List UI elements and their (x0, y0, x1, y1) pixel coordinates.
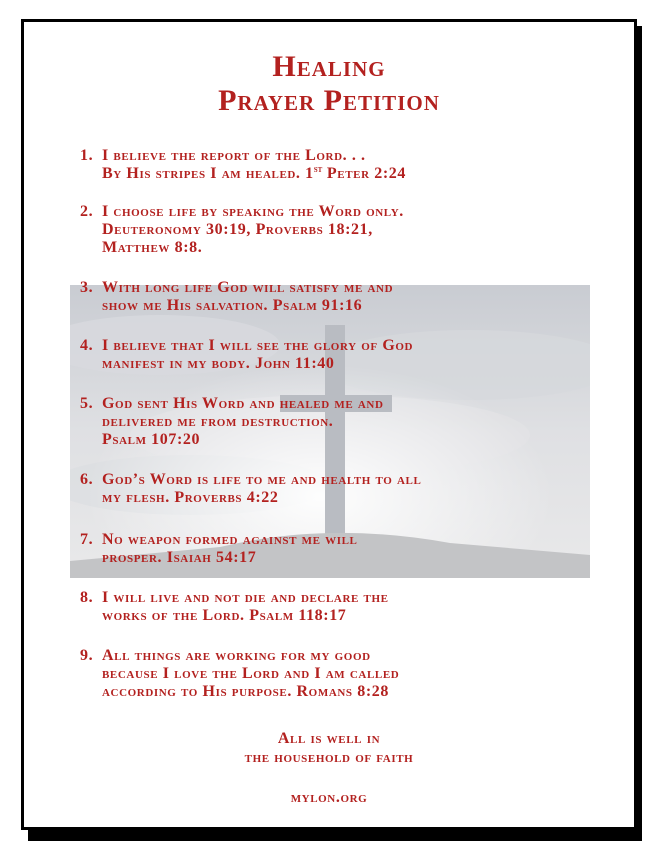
item-number: 7. (80, 531, 94, 548)
item-line: because I love the Lord and I am called (102, 665, 400, 682)
item-line: I choose life by speaking the Word only. (102, 203, 404, 220)
item-number: 4. (80, 337, 94, 354)
ordinal-suffix: st (313, 164, 323, 175)
item-line: my flesh. Proverbs 4:22 (102, 489, 279, 506)
item-number: 9. (80, 647, 94, 664)
website-link[interactable]: mylon.org (290, 789, 368, 806)
item-line: God sent His Word and healed me and (102, 395, 384, 412)
item-line: With long life God will satisfy me and (102, 279, 394, 296)
item-line: show me His salvation. Psalm 91:16 (102, 297, 363, 314)
item-number: 8. (80, 589, 94, 606)
item-line: By His stripes I am healed. 1st Peter 2:24 (102, 164, 406, 182)
item-number: 5. (80, 395, 94, 412)
document-page (21, 19, 637, 830)
item-line: God’s Word is life to me and health to all (102, 471, 422, 488)
item-number: 2. (80, 203, 94, 220)
item-number: 1. (80, 147, 94, 164)
page-title-line-1: Healing (272, 50, 386, 83)
item-line: No weapon formed against me will (102, 531, 358, 548)
item-number: 3. (80, 279, 94, 296)
item-line: Matthew 8:8. (102, 239, 203, 256)
item-line: manifest in my body. John 11:40 (102, 355, 335, 372)
item-line: I believe that I will see the glory of God (102, 337, 414, 354)
item-line: delivered me from destruction. (102, 413, 334, 430)
item-line: Psalm 107:20 (102, 431, 201, 448)
item-line: works of the Lord. Psalm 118:17 (102, 607, 347, 624)
item-line: I will live and not die and declare the (102, 589, 389, 606)
page-title-line-2: Prayer Petition (218, 84, 440, 117)
item-line: I believe the report of the Lord. . . (102, 147, 366, 164)
closing-line-1: All is well in (277, 730, 381, 747)
item-line: according to His purpose. Romans 8:28 (102, 683, 389, 700)
item-number: 6. (80, 471, 94, 488)
item-line: prosper. Isaiah 54:17 (102, 549, 257, 566)
closing-line-2: the household of faith (244, 749, 414, 766)
item-line: All things are working for my good (102, 647, 371, 664)
item-line: Deuteronomy 30:19, Proverbs 18:21, (102, 221, 373, 238)
